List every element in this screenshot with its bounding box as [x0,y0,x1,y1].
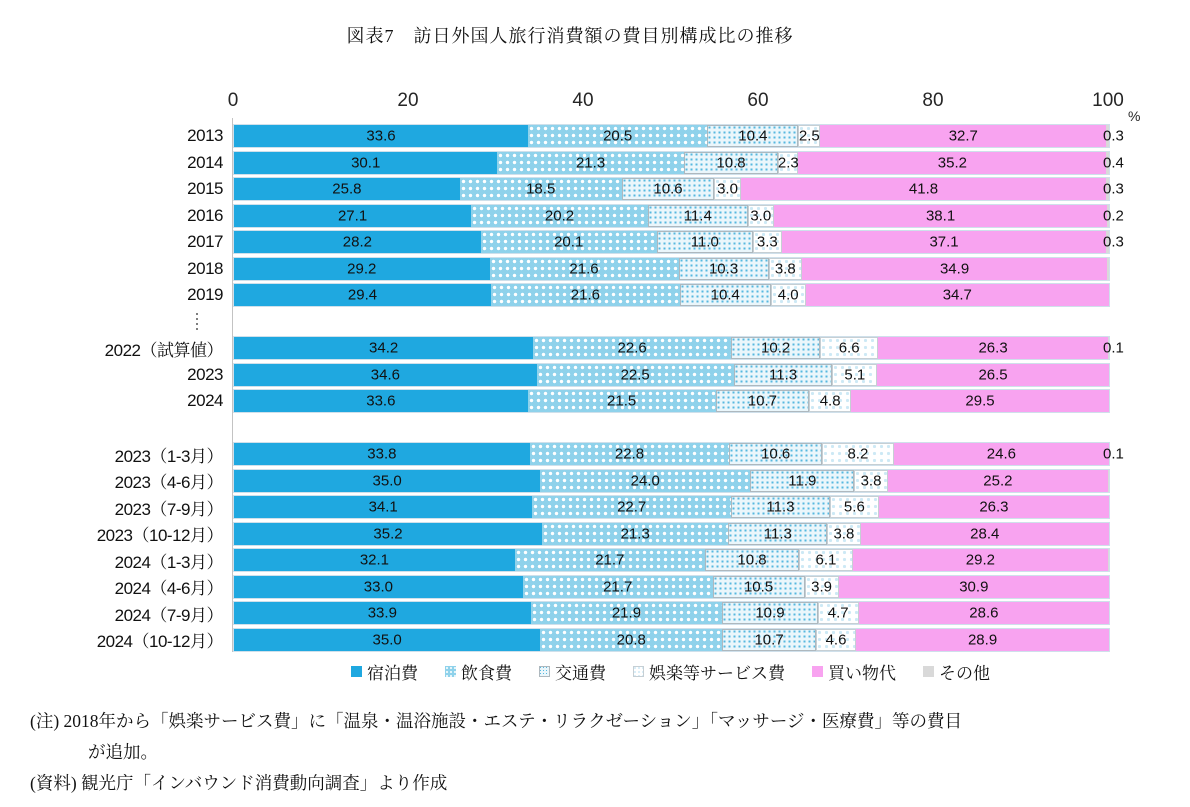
segment-value-label: 22.5 [620,366,650,383]
segment-value-label: 37.1 [929,233,959,251]
segment-entertainment-services [748,205,774,227]
segment-transport [705,549,800,571]
ellipsis-dots-icon [196,313,198,330]
segment-value-label: 20.8 [616,631,646,648]
stacked-bar [233,363,1110,387]
segment-value-label: 38.1 [925,207,956,224]
segment-lodging [234,337,533,359]
chart-row [0,549,1190,571]
segment-entertainment-services [798,125,820,147]
segment-entertainment-services [805,576,839,598]
segment-value-label: 35.2 [937,154,967,171]
row-period-label: 2018 [187,258,223,278]
axis-tick-label: 0 [227,90,239,111]
segment-lodging [234,390,528,412]
segment-value-label: 10.4 [710,286,740,304]
other-value-label: 0.1 [1103,339,1124,357]
segment-value-label: 26.3 [978,339,1008,357]
segment-shopping [798,152,1106,174]
segment-food-drink [523,576,713,598]
legend-item [923,659,990,684]
segment-value-label: 21.3 [620,525,650,542]
segment-transport [731,337,820,359]
chart-row [0,470,1190,492]
segment-shopping [782,231,1107,253]
stacked-bar [233,442,1124,466]
legend-label: 交通費 [555,664,606,683]
stacked-bar [233,575,1110,599]
segment-value-label: 27.1 [337,207,368,224]
segment-food-drink [528,390,716,412]
legend-swatch-icon [539,666,550,677]
segment-value-label: 11.9 [788,472,817,489]
segment-transport [622,178,715,200]
row-period-label: 2022（試算値） [104,340,223,360]
row-period-label: 2019 [187,285,223,304]
chart-row [0,337,1190,359]
stacked-bar [233,522,1110,546]
segment-value-label: 10.7 [754,631,784,648]
segment-lodging [234,443,530,465]
chart-row [0,205,1190,227]
chart-row [0,125,1190,147]
segment-shopping [877,364,1109,386]
chart-rows [0,125,1190,655]
segment-entertainment-services [769,258,802,280]
segment-value-label: 33.6 [366,392,396,410]
axis-tick-label: 100 [1092,90,1124,111]
segment-value-label: 24.0 [630,472,660,489]
segment-transport [713,576,805,598]
segment-lodging [234,496,532,518]
segment-value-label: 10.9 [755,604,785,622]
segment-value-label: 34.9 [939,260,970,277]
other-value-label: 0.3 [1103,233,1124,251]
segment-value-label: 11.3 [763,525,792,542]
segment-value-label: 11.0 [690,233,719,251]
segment-value-label: 10.5 [743,578,774,595]
axis-tick-label: 60 [747,90,769,111]
stacked-bar [233,151,1124,175]
segment-shopping [856,629,1109,651]
segment-value-label: 3.0 [717,180,738,198]
legend [233,659,1108,684]
segment-value-label: 2.3 [777,154,799,171]
segment-shopping [888,470,1109,492]
segment-value-label: 6.6 [838,339,860,357]
segment-transport [734,364,833,386]
stacked-bar [233,601,1110,625]
segment-lodging [234,205,471,227]
stacked-bar [233,283,1110,307]
legend-label: 飲食費 [461,664,512,683]
footnotes [30,706,1180,799]
legend-label: 買い物代 [828,664,896,683]
chart-row [0,258,1190,280]
segment-value-label: 28.2 [342,233,372,251]
legend-item [351,659,418,684]
segment-entertainment-services [816,629,856,651]
row-period-label: 2013 [187,126,223,145]
segment-shopping [802,258,1107,280]
chart-row [0,629,1190,651]
x-axis [0,90,1190,114]
chart-row [0,390,1190,412]
segment-value-label: 24.6 [986,445,1016,463]
segment-value-label: 34.2 [369,339,399,357]
segment-value-label: 28.4 [970,525,1000,542]
segment-lodging [234,470,540,492]
segment-value-label: 21.7 [595,551,625,569]
axis-tick-label: 80 [922,90,944,111]
note-text: 2018年から「娯楽サービス費」に「温泉・温浴施設・エステ・リラクゼーション」「マッサージ・医療費」等の費目 [63,711,962,731]
segment-value-label: 20.2 [544,207,575,224]
segment-value-label: 3.8 [860,472,882,489]
segment-value-label: 5.6 [843,498,865,516]
row-period-label: 2016 [187,205,223,225]
other-value-label: 0.1 [1103,445,1124,463]
segment-transport [731,496,830,518]
segment-value-label: 32.1 [359,551,390,569]
segment-shopping [894,443,1109,465]
segment-food-drink [531,602,723,624]
segment-entertainment-services [822,443,894,465]
axis-unit-label: % [1128,108,1141,124]
note-prefix: (注) [30,711,60,731]
legend-swatch-icon [633,666,644,677]
axis-break-ellipsis [0,311,1190,338]
segment-value-label: 21.5 [607,392,637,410]
segment-transport [722,602,817,624]
segment-value-label: 29.5 [965,392,995,410]
stacked-bar [233,124,1124,148]
segment-transport [684,152,779,174]
segment-entertainment-services [820,337,878,359]
segment-food-drink [515,549,705,571]
chart-row [0,443,1190,465]
segment-transport [657,231,753,253]
segment-value-label: 21.3 [575,154,606,171]
segment-other [1108,549,1109,571]
axis-tick-label: 20 [397,90,419,111]
segment-value-label: 21.6 [570,286,600,304]
chart-row [0,284,1190,306]
segment-entertainment-services [714,178,740,200]
segment-value-label: 10.8 [716,154,746,171]
segment-value-label: 11.3 [766,498,795,516]
segment-value-label: 41.8 [908,180,939,198]
segment-lodging [234,152,497,174]
segment-shopping [878,337,1108,359]
chart-title: 図表7 訪日外国人旅行消費額の費目別構成比の推移 [346,26,794,46]
note-line-continued: が追加。 [88,742,158,762]
segment-value-label: 20.1 [554,233,584,251]
segment-shopping [851,390,1109,412]
segment-shopping [820,125,1106,147]
legend-item [633,659,785,684]
source-line: (資料) 観光庁「インバウンド消費動向調査」より作成 [30,773,448,793]
stacked-bar [233,257,1110,281]
segment-value-label: 35.0 [372,472,402,489]
segment-other [1107,258,1109,280]
segment-entertainment-services [771,284,806,306]
segment-value-label: 30.9 [959,578,989,595]
row-period-label: 2023（7-9月） [114,499,223,519]
chart-row [0,152,1190,174]
segment-entertainment-services [778,152,798,174]
chart-row [0,523,1190,545]
segment-entertainment-services [809,390,851,412]
segment-value-label: 3.9 [811,578,832,595]
segment-transport [716,390,810,412]
segment-lodging [234,178,460,200]
segment-value-label: 4.8 [819,392,841,410]
segment-food-drink [540,470,750,492]
segment-transport [679,258,769,280]
segment-transport [729,443,822,465]
segment-value-label: 20.5 [603,127,633,145]
segment-shopping [806,284,1109,306]
segment-value-label: 10.6 [761,445,791,463]
segment-value-label: 34.7 [942,286,972,304]
segment-value-label: 35.0 [372,631,402,648]
legend-swatch-icon [351,666,362,677]
segment-value-label: 33.6 [366,127,396,145]
segment-value-label: 3.8 [833,525,855,542]
legend-item [539,659,606,684]
row-period-label: 2023（4-6月） [114,473,223,492]
segment-food-drink [533,337,731,359]
segment-value-label: 2.5 [798,127,820,145]
row-period-label: 2024（1-3月） [114,552,223,572]
segment-food-drink [481,231,657,253]
segment-transport [648,205,748,227]
segment-value-label: 18.5 [526,180,556,198]
segment-value-label: 4.0 [777,286,799,304]
stacked-bar [233,336,1124,360]
segment-food-drink [542,523,728,545]
segment-entertainment-services [827,523,860,545]
segment-lodging [234,602,531,624]
legend-swatch-icon [445,666,456,677]
segment-transport [750,470,854,492]
other-value-label: 0.4 [1103,154,1124,171]
chart-row [0,231,1190,253]
segment-other [1108,470,1109,492]
segment-value-label: 10.7 [747,392,777,410]
row-period-label: 2024（10-12月） [96,632,223,651]
legend-label: 娯楽等サービス費 [649,664,785,683]
segment-value-label: 21.7 [603,578,633,595]
legend-label: その他 [939,664,990,683]
row-period-label: 2014 [187,152,223,172]
legend-swatch-icon [923,666,934,677]
segment-value-label: 33.8 [367,445,397,463]
other-value-label: 0.2 [1103,207,1124,224]
row-period-label: 2017 [187,232,223,251]
segment-entertainment-services [753,231,782,253]
other-value-label: 0.3 [1103,180,1124,198]
segment-lodging [234,284,491,306]
segment-value-label: 22.8 [614,445,645,463]
stacked-bar [233,389,1110,413]
segment-value-label: 34.1 [368,498,398,516]
segment-value-label: 32.7 [948,127,978,145]
segment-value-label: 5.1 [844,366,866,383]
other-value-label: 0.3 [1103,127,1124,145]
segment-lodging [234,576,523,598]
segment-value-label: 26.3 [979,498,1009,516]
segment-lodging [234,231,481,253]
row-period-label: 2024（4-6月） [114,579,223,598]
segment-shopping [879,496,1109,518]
segment-value-label: 29.2 [965,551,995,569]
legend-swatch-icon [812,666,823,677]
segment-value-label: 3.8 [774,260,796,277]
segment-entertainment-services [832,364,877,386]
segment-food-drink [497,152,683,174]
segment-value-label: 6.1 [815,551,837,569]
segment-value-label: 33.0 [363,578,393,595]
legend-label: 宿泊費 [367,664,418,683]
segment-value-label: 4.7 [827,604,849,622]
segment-entertainment-services [799,549,852,571]
segment-shopping [859,602,1109,624]
segment-value-label: 3.0 [750,207,772,224]
group-spacer [0,417,1190,444]
segment-shopping [861,523,1110,545]
segment-value-label: 4.6 [825,631,847,648]
segment-value-label: 28.6 [969,604,999,622]
row-period-label: 2015 [187,179,223,198]
segment-value-label: 30.1 [351,154,381,171]
segment-value-label: 10.4 [738,127,768,145]
segment-food-drink [528,125,707,147]
segment-lodging [234,629,540,651]
segment-shopping [774,205,1107,227]
segment-value-label: 22.7 [617,498,647,516]
segment-food-drink [471,205,648,227]
stacked-bar [233,177,1124,201]
row-period-label: 2023 [187,364,223,384]
stacked-bar [233,204,1124,228]
row-period-label: 2023（1-3月） [114,446,223,466]
segment-value-label: 3.3 [756,233,778,251]
segment-food-drink [491,284,680,306]
segment-value-label: 10.3 [708,260,739,277]
segment-shopping [741,178,1107,200]
segment-value-label: 8.2 [847,445,869,463]
segment-lodging [234,258,490,280]
segment-value-label: 25.2 [983,472,1013,489]
segment-entertainment-services [818,602,859,624]
segment-value-label: 10.6 [653,180,683,198]
segment-shopping [839,576,1109,598]
stacked-bar [233,230,1124,254]
segment-food-drink [540,629,722,651]
segment-entertainment-services [830,496,879,518]
segment-food-drink [532,496,731,518]
note-line [30,706,1180,737]
segment-value-label: 11.3 [769,366,798,383]
chart-row [0,364,1190,386]
segment-transport [680,284,771,306]
segment-value-label: 25.8 [332,180,362,198]
segment-shopping [853,549,1109,571]
segment-lodging [234,523,542,545]
segment-entertainment-services [854,470,887,492]
segment-value-label: 10.8 [737,551,767,569]
segment-value-label: 35.2 [373,525,403,542]
segment-food-drink [537,364,734,386]
segment-food-drink [490,258,679,280]
segment-value-label: 29.4 [347,286,378,304]
legend-item [445,659,512,684]
segment-value-label: 22.6 [617,339,647,357]
segment-lodging [234,125,528,147]
segment-transport [722,629,816,651]
stacked-bar [233,495,1110,519]
segment-value-label: 10.2 [761,339,791,357]
segment-food-drink [530,443,730,465]
segment-transport [707,125,798,147]
axis-tick-label: 40 [572,90,594,111]
stacked-bar [233,469,1110,493]
segment-value-label: 21.9 [611,604,642,622]
chart-row [0,602,1190,624]
stacked-bar [233,548,1110,572]
legend-item [812,659,896,684]
chart-row [0,178,1190,200]
segment-value-label: 28.9 [967,631,998,648]
segment-value-label: 11.4 [683,207,712,224]
row-period-label: 2024（7-9月） [114,605,223,625]
segment-lodging [234,549,515,571]
segment-value-label: 33.9 [367,604,397,622]
segment-food-drink [460,178,622,200]
segment-value-label: 34.6 [370,366,400,383]
segment-transport [728,523,827,545]
chart-row [0,576,1190,598]
row-period-label: 2024 [187,391,223,410]
stacked-bar [233,628,1110,652]
chart-row [0,496,1190,518]
row-period-label: 2023（10-12月） [96,526,223,545]
segment-value-label: 29.2 [347,260,377,277]
segment-value-label: 26.5 [978,366,1008,383]
segment-lodging [234,364,537,386]
segment-value-label: 21.6 [569,260,599,277]
